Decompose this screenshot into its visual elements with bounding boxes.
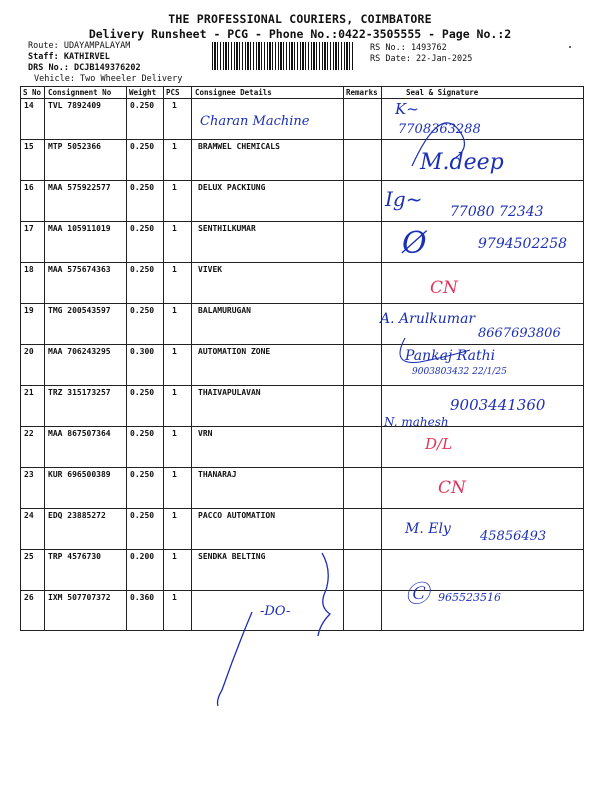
row-consignment-no: EDQ 23885272 <box>48 511 106 520</box>
handwritten-cn-mark: CN <box>430 278 458 298</box>
handwritten-dl-mark: D/L <box>425 435 453 453</box>
row-consignment-no: MAA 706243295 <box>48 347 111 356</box>
handwritten-signature: N. mahesh <box>384 415 449 429</box>
handwritten-phone: 77080 72343 <box>450 204 544 220</box>
handwritten-signature: A. Arulkumar <box>380 311 476 327</box>
row-sno: 23 <box>24 470 34 479</box>
row-weight: 0.250 <box>130 470 155 479</box>
row-consignment-no: TVL 7892409 <box>48 101 101 110</box>
row-pcs: 1 <box>172 306 177 315</box>
runsheet-subtitle: Delivery Runsheet - PCG - Phone No.:0422-3505555 - Page No.:2 <box>88 27 512 41</box>
handwritten-signature: K~ <box>395 100 419 118</box>
handwritten-signature: M.deep <box>420 150 504 175</box>
handwritten-signature: Ig~ <box>385 187 423 211</box>
row-consignee: SENTHILKUMAR <box>198 224 256 233</box>
row-pcs: 1 <box>172 593 177 602</box>
row-weight: 0.300 <box>130 347 155 356</box>
row-consignee: VIVEK <box>198 265 223 274</box>
ditto-brace-stroke <box>318 553 330 636</box>
row-sno: 21 <box>24 388 34 397</box>
col-header-consignment: Consignment No <box>48 88 112 97</box>
row-consignee: BRAMWEL CHEMICALS <box>198 142 280 151</box>
signature-scribble-stroke <box>400 338 470 363</box>
row-consignee: SENDKA BELTING <box>198 552 266 561</box>
row-weight: 0.250 <box>130 224 155 233</box>
handwritten-signature: Ⓒ <box>405 580 429 608</box>
handwritten-signature: Pankaj Rathi <box>405 348 496 364</box>
row-consignment-no: TMG 200543597 <box>48 306 111 315</box>
row-weight: 0.250 <box>130 306 155 315</box>
handwritten-phone: 7708363288 <box>398 122 481 137</box>
drs-label: DRS No.: DCJB149376202 <box>28 63 141 73</box>
handwritten-signature: Ø <box>402 226 427 261</box>
row-pcs: 1 <box>172 511 177 520</box>
company-title: THE PROFESSIONAL COURIERS, COIMBATORE <box>168 12 432 26</box>
row-sno: 16 <box>24 183 34 192</box>
handwritten-cn-mark: CN <box>438 478 466 498</box>
row-consignment-no: IXM 507707372 <box>48 593 111 602</box>
col-header-pcs: PCS <box>166 88 180 97</box>
row-pcs: 1 <box>172 224 177 233</box>
row-consignment-no: MAA 575922577 <box>48 183 111 192</box>
row-pcs: 1 <box>172 347 177 356</box>
rs-number: RS No.: 1493762 <box>370 43 447 53</box>
row-consignee: BALAMURUGAN <box>198 306 251 315</box>
row-pcs: 1 <box>172 470 177 479</box>
col-header-weight: Weight <box>129 88 157 97</box>
row-weight: 0.360 <box>130 593 155 602</box>
row-weight: 0.200 <box>130 552 155 561</box>
row-consignee: THANARAJ <box>198 470 237 479</box>
handwritten-ditto-mark: -DO- <box>260 604 291 619</box>
row-consignment-no: MAA 105911019 <box>48 224 111 233</box>
row-consignment-no: TRP 4576730 <box>48 552 101 561</box>
row-weight: 0.250 <box>130 388 155 397</box>
row-consignment-no: MTP 5052366 <box>48 142 101 151</box>
row-pcs: 1 <box>172 183 177 192</box>
col-header-consignee: Consignee Details <box>195 88 272 97</box>
row-sno: 25 <box>24 552 34 561</box>
row-pcs: 1 <box>172 265 177 274</box>
row-weight: 0.250 <box>130 511 155 520</box>
row-weight: 0.250 <box>130 183 155 192</box>
row-consignment-no: TRZ 315173257 <box>48 388 111 397</box>
col-header-signature: Seal & Signature <box>406 88 479 97</box>
row-consignee: THAIVAPULAVAN <box>198 388 261 397</box>
handwritten-phone: 9003441360 <box>450 396 546 414</box>
signature-scribble-stroke <box>412 123 464 166</box>
row-sno: 26 <box>24 593 34 602</box>
row-consignment-no: MAA 867507364 <box>48 429 111 438</box>
row-sno: 17 <box>24 224 34 233</box>
row-sno: 15 <box>24 142 34 151</box>
handwritten-phone: 45856493 <box>480 529 547 544</box>
row-sno: 20 <box>24 347 34 356</box>
vehicle-label: Vehicle: Two Wheeler Delivery <box>34 74 183 84</box>
row-pcs: 1 <box>172 101 177 110</box>
row-weight: 0.250 <box>130 265 155 274</box>
row-pcs: 1 <box>172 142 177 151</box>
handwritten-consignee: Charan Machine <box>200 114 310 129</box>
row-sno: 24 <box>24 511 34 520</box>
handwritten-phone: 965523516 <box>438 591 501 604</box>
row-consignee: AUTOMATION ZONE <box>198 347 271 356</box>
handwritten-phone: 8667693806 <box>478 326 561 341</box>
row-consignment-no: MAA 575674363 <box>48 265 111 274</box>
row-consignee: DELUX PACKIUNG <box>198 183 266 192</box>
handwritten-signature: M. Ely <box>405 521 451 537</box>
row-weight: 0.250 <box>130 142 155 151</box>
row-weight: 0.250 <box>130 101 155 110</box>
row-pcs: 1 <box>172 388 177 397</box>
row-sno: 19 <box>24 306 34 315</box>
row-sno: 14 <box>24 101 34 110</box>
row-pcs: 1 <box>172 552 177 561</box>
handwritten-phone: 9003803432 22/1/25 <box>412 367 507 377</box>
row-sno: 18 <box>24 265 34 274</box>
rs-date: RS Date: 22-Jan-2025 <box>370 54 473 64</box>
route-label: Route: UDAYAMPALAYAM <box>28 41 131 51</box>
row-consignee: VRN <box>198 429 213 438</box>
staff-label: Staff: KATHIRVEL <box>28 52 110 62</box>
row-pcs: 1 <box>172 429 177 438</box>
handwritten-phone: 9794502258 <box>478 236 568 252</box>
col-header-sno: S No <box>23 88 42 97</box>
row-weight: 0.250 <box>130 429 155 438</box>
row-sno: 22 <box>24 429 34 438</box>
row-consignee: PACCO AUTOMATION <box>198 511 276 520</box>
row-consignment-no: KUR 696500389 <box>48 470 111 479</box>
col-header-remarks: Remarks <box>346 88 378 97</box>
ditto-arrow-stroke <box>218 612 253 706</box>
